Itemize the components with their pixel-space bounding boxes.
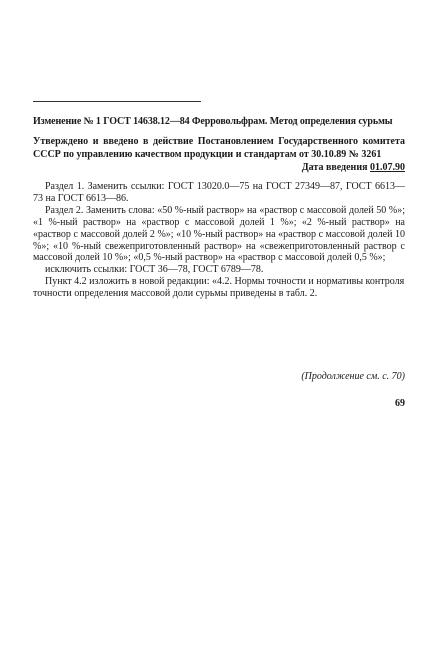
amendment-title: Изменение № 1 ГОСТ 14638.12—84 Ферровольфрам. Метод определения сурьмы <box>33 116 393 127</box>
amendment-body <box>33 181 405 300</box>
paragraph-remove-refs: исключить ссылки: ГОСТ 36—78, ГОСТ 6789—78. <box>45 264 264 276</box>
effective-date <box>302 161 405 174</box>
paragraph-item-4-2: Пункт 4.2 изложить в новой редакции: «4.2. Нормы точности и нормативы контроля точности определения массовой доли сурьмы приведены в табл. 2. <box>33 276 405 300</box>
effective-date-value: 01.07.90 <box>370 162 405 173</box>
continuation-note: (Продолжение см. с. 70) <box>301 371 405 382</box>
page-number: 69 <box>395 398 405 409</box>
paragraph-section-1: Раздел 1. Заменить ссылки: ГОСТ 13020.0—75 на ГОСТ 27349—87, ГОСТ 6613—73 на ГОСТ 6613—86. <box>33 181 405 204</box>
paragraph-section-2: Раздел 2. Заменить слова: «50 %-ный раствор» на «раствор с массовой долей 50 %»; «1 %-ный раствор» на «раствор с массовой долей 1 %»; «2 %-ный раствор» на «раствор с массовой долей 2 %»; «10 %-ный раствор» на «раствор с массовой долей 10 %»; «10 %-ный свежеприготовленный раствор» на «свежеприготовленный раствор с массовой долей 10 %»; «0,5 %-ный раствор» на «раствор с массовой долей 0,5 %»; <box>33 204 405 264</box>
effective-date-label: Дата введения <box>301 162 368 173</box>
approval-statement: Утверждено и введено в действие Постановлением Государственного комитета СССР по управлению качеством продукции и стандартам от 30.10.89 № 3261 <box>33 136 405 160</box>
header-rule <box>33 101 201 102</box>
